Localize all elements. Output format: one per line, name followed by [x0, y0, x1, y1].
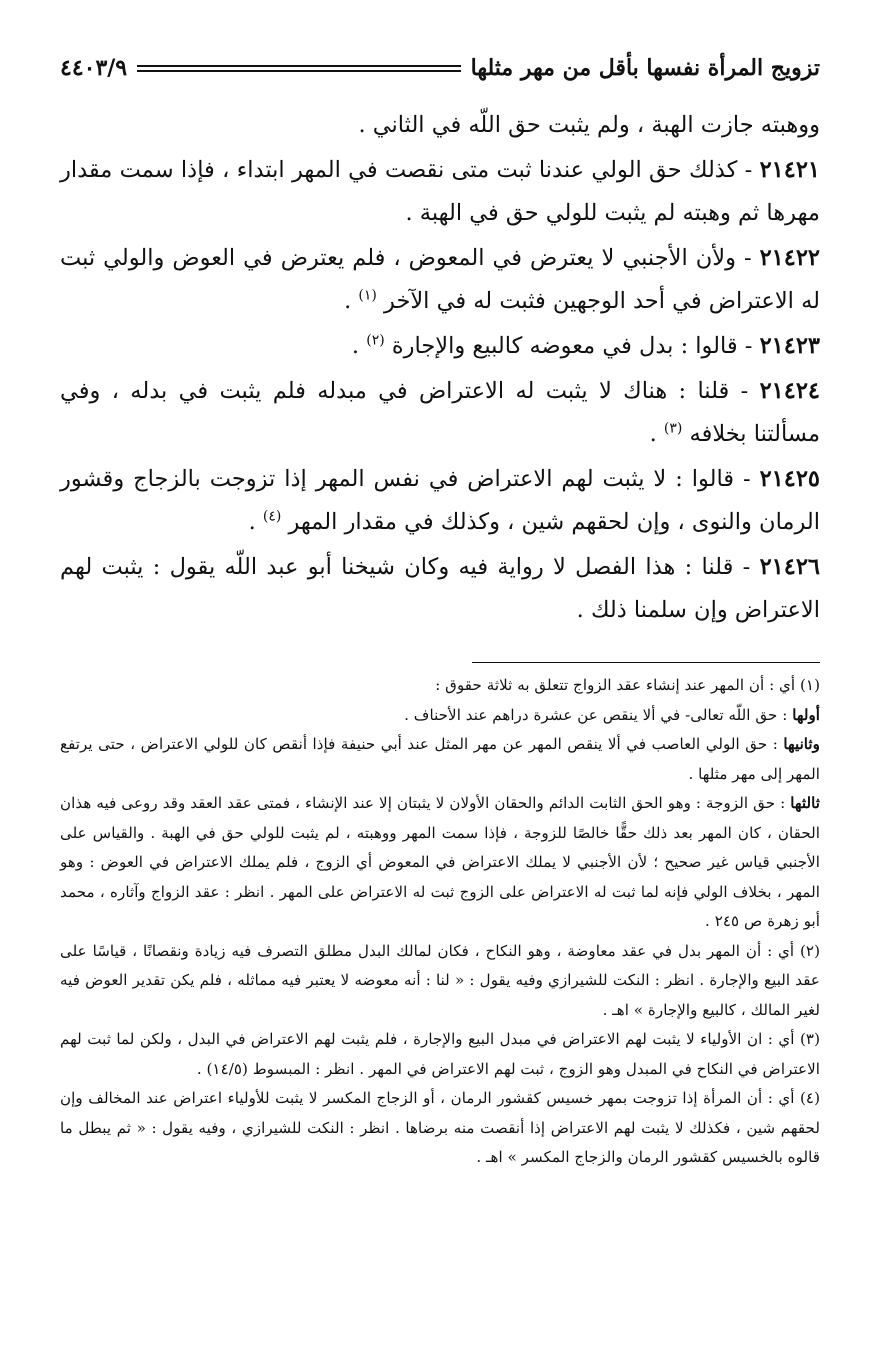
paragraph-text: - قلنا : هذا الفصل لا رواية فيه وكان شيخنا أبو عبد اللّه يقول : يثبت لهم الاعتراض وإن سلمنا ذلك .: [60, 554, 820, 623]
header-title: تزويج المرأة نفسها بأقل من مهر مثلها: [470, 55, 820, 81]
paragraph-text: - قالوا : لا يثبت لهم الاعتراض في نفس المهر إذا تزوجت بالزجاج وقشور الرمان والنوى ، وإن لحقهم شين ، وكذلك في مقدار المهر: [60, 466, 820, 535]
paragraph-21425: [60, 458, 820, 544]
footnote-divider: [472, 662, 820, 663]
paragraph-21426: [60, 546, 820, 632]
footnote-1-third-right: [60, 789, 820, 937]
paragraph-21423: [60, 325, 820, 368]
paragraph-number: ٢١٤٢٣: [759, 333, 820, 359]
footnote-text: (٣) أي : ان الأولياء لا يثبت لهم الاعتراض في مبدل البيع والإجارة ، فلم يثبت لهم الاعتراض في البدل ، ولكن لما ثبت لهم الاعتراض في النكاح في المبدل وهو الزوج ، ثبت لهم الاعتراض في المهر . انظر : المبسوط (١٤/٥) .: [60, 1030, 820, 1078]
paragraph-text: - قالوا : بدل في معوضه كالبيع والإجارة: [384, 333, 760, 359]
footnote-text: (٢) أي : أن المهر بدل في عقد معاوضة ، وهو النكاح ، فكان لمالك البدل مطلق التصرف فيه زيادة ونقصانًا ، قياسًا على عقد البيع والإجارة . انظر : النكت للشيرازي وفيه يقول : « لنا : أنه معوضه لا يعتبر فيه مماثله ، فلم يكن تقدير العوض فيه لغير المالك ، كالبيع والإجارة » اهـ .: [60, 941, 820, 1019]
footnote-text: (١) أي : أن المهر عند إنشاء عقد الزواج تتعلق به ثلاثة حقوق :: [435, 676, 820, 694]
footnotes: [60, 671, 820, 1173]
running-header: [60, 48, 820, 88]
footnote-1-second-right: [60, 730, 820, 789]
paragraph-tail: .: [248, 509, 263, 535]
paragraph-number: ٢١٤٢٥: [759, 466, 820, 492]
footnote-text: (٤) أي : أن المرأة إذا تزوجت بمهر خسيس كقشور الرمان ، أو الزجاج المكسر لا يثبت للأولياء اعتراض عند المخالف وإن لحقهم شين ، فكذلك لا يثبت لهم الاعتراض إذا أنقصت منه برضاها . انظر : النكت للشيرازي ، وفيه يقول : « ثم يبطل ما قالوه بالخسيس كقشور الرمان والزجاج المكسر » اهـ .: [60, 1089, 820, 1166]
paragraph-text: - كذلك حق الولي عندنا ثبت متى نقصت في المهر ابتداء ، فإذا سمت مقدار مهرها ثم وهبته لم يثبت للولي حق في الهبة .: [60, 157, 820, 226]
paragraph-21424: [60, 370, 820, 456]
footnote-4: [60, 1084, 820, 1173]
footnote-lead: وثانيها: [783, 735, 820, 753]
paragraph-21422: [60, 237, 820, 323]
book-page: [60, 48, 820, 1173]
footnote-lead: أولها: [792, 705, 820, 724]
footnote-text: : حق الولي العاصب في ألا ينقص المهر عن مهر المثل عند أبي حنيفة فإذا أنقص كان للولي الاعتراض ، حتى يرتفع المهر إلى مهر مثلها .: [60, 735, 820, 783]
footnote-text: : حق الزوجة : وهو الحق الثابت الدائم والحقان الأولان لا يثبتان إلا عند الإنشاء ، فمتى عقد العقد وقد روعى فيه هذان الحقان ، كان المهر بعد ذلك حقًّا خالصًا للزوجة ، فإذا سمت المهر ووهبته ، لم يثبت للولي حق في الهبة . والقياس على الأجنبي قياس غير صحيح ؛ لأن الأجنبي لا يملك الاعتراض في المعوض أي الزوج ، فلم يملك الاعتراض في العوض : وهو المهر ، بخلاف الولي فإنه لما ثبت له الاعتراض على الزوج ثبت له الاعتراض على المهر . انظر : عقد الزواج وآثاره ، محمد أبو زهرة ص ٢٤٥ .: [60, 794, 820, 930]
footnote-reference[interactable]: (٣): [663, 420, 683, 437]
paragraph-tail: .: [649, 421, 664, 447]
main-text: [60, 104, 820, 632]
footnote-reference[interactable]: (٤): [262, 508, 282, 525]
footnote-reference[interactable]: (١): [358, 287, 377, 304]
paragraph-number: ٢١٤٢٢: [759, 245, 820, 271]
paragraph-number: ٢١٤٢٦: [759, 554, 820, 580]
paragraph-tail: .: [351, 333, 367, 359]
footnote-1-first-right: [60, 701, 820, 731]
paragraph-number: ٢١٤٢١: [759, 157, 820, 183]
paragraph-tail: .: [344, 288, 359, 314]
page-number: ٤٤٠٣/٩: [60, 55, 128, 81]
header-double-rule: [137, 65, 461, 72]
footnote-1: [60, 671, 820, 701]
paragraph-text: - قلنا : هناك لا يثبت له الاعتراض في مبدله فلم يثبت في بدله ، وفي مسألتنا بخلافه: [60, 378, 820, 447]
footnote-3: [60, 1025, 820, 1084]
paragraph-21421: [60, 149, 820, 235]
footnote-2: [60, 937, 820, 1026]
paragraph-continuation: [60, 104, 820, 147]
footnote-lead: ثالثها: [790, 794, 820, 812]
footnote-text: : حق اللّه تعالى- في ألا ينقص عن عشرة دراهم عند الأحناف .: [404, 705, 793, 724]
paragraph-number: ٢١٤٢٤: [759, 378, 820, 404]
paragraph-text: ووهبته جازت الهبة ، ولم يثبت حق اللّه في الثاني .: [358, 112, 820, 138]
paragraph-text: - ولأن الأجنبي لا يعترض في المعوض ، فلم يعترض في العوض والولي ثبت له الاعتراض في أحد الوجهين فثبت له في الآخر: [60, 245, 820, 314]
footnote-reference[interactable]: (٢): [366, 332, 385, 349]
